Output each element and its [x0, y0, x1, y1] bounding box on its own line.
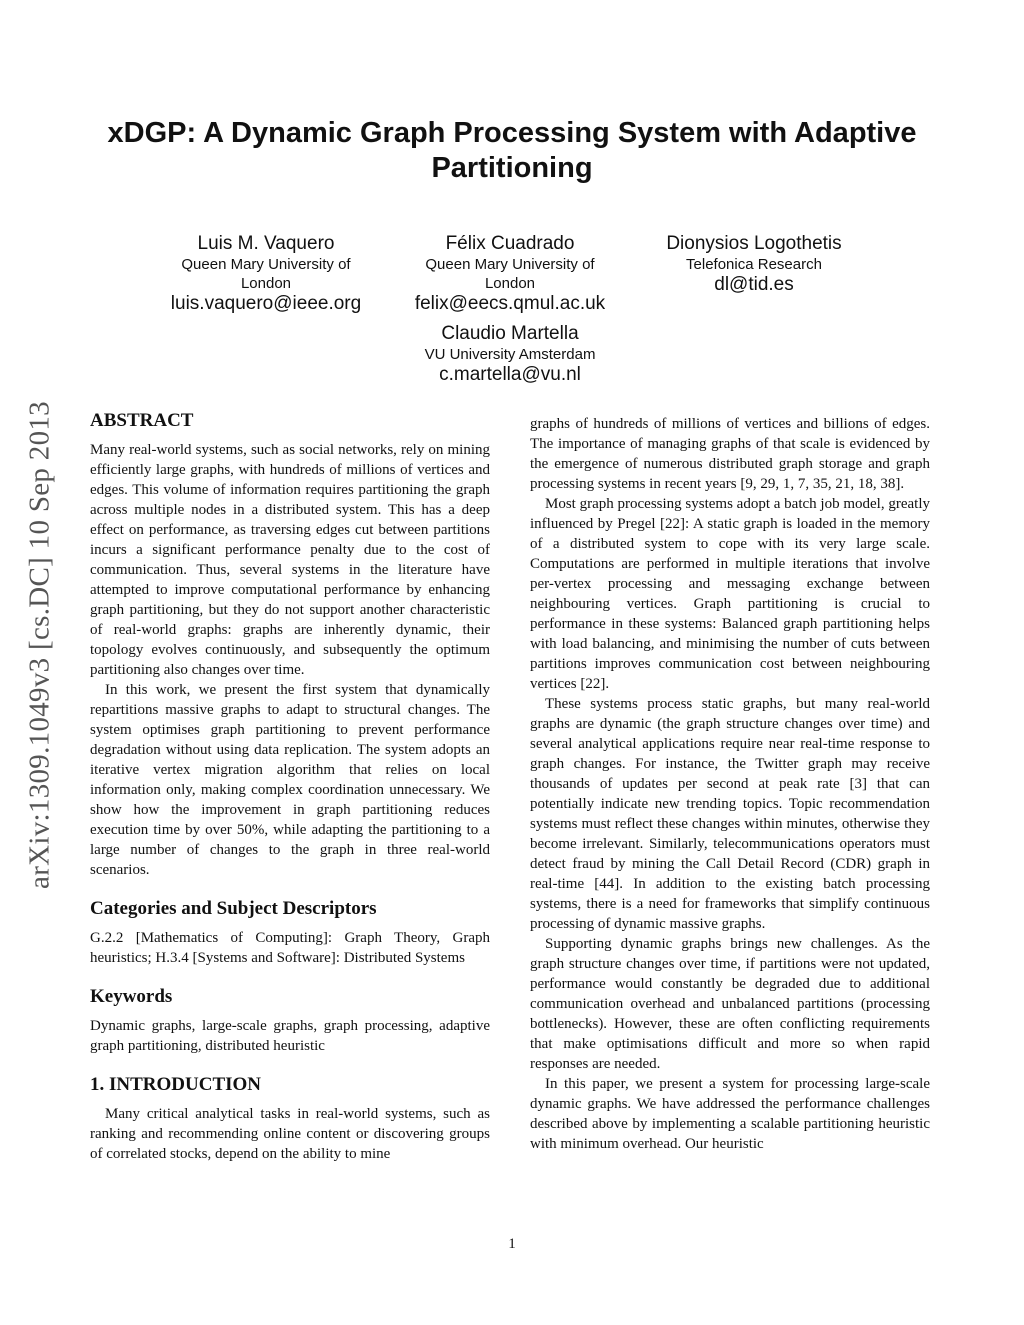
keywords-heading: Keywords [90, 986, 173, 1007]
body-paragraph: graphs of hundreds of millions of vertices and billions of edges. The importance of managing graphs of that scale is evidenced by the emergence of numerous distributed graph storage and graph processing systems in recent years [9, 29, 1, 7, 35, 21, 18, 38]. [530, 416, 930, 492]
body-paragraph: These systems process static graphs, but many real-world graphs are dynamic (the graph structure changes over time) and several analytical applications require near real-time response to graph changes. For instance, the Twitter graph may receive thousands of updates per second at peak rate [3] that can potentially indicate new trending topics. Topic recommendation systems must reflect these changes within minutes, otherwise they become irrelevant. Similarly, telecommunications operators must detect fraud by mining the Call Detail Record (CDR) graph in real-time [44]. In addition to the existing batch processing systems, there is a need for frameworks that simplify continuous processing of dynamic massive graphs. [530, 696, 930, 932]
author-block [404, 323, 616, 386]
body-paragraph: Supporting dynamic graphs brings new challenges. As the graph structure changes over time, if partitions were not updated, performance would constantly be degraded due to additional communication overhead and unbalanced partitions (processing bottlenecks). However, these are often conflicting requirements that make optimisations difficult and more so when rapid responses are needed. [530, 936, 930, 1072]
introduction-heading: 1. INTRODUCTION [90, 1074, 262, 1095]
author-affiliation: Queen Mary University of London [425, 256, 595, 292]
author-affiliation: Telefonica Research [686, 256, 822, 273]
page-number: 1 [508, 1236, 516, 1252]
abstract-paragraph: In this work, we present the first system that dynamically repartitions massive graphs to adapt to structural changes. The system optimises graph partitioning to prevent performance degradation without using data replication. The system adopts an iterative vertex migration algorithm that relies on local information only, making complex coordination unnecessary. We show how the improvement in graph partitioning reduces execution time by over 50%, while adapting the partitioning to a large number of changes to the graph in three real-world scenarios. [90, 682, 490, 878]
right-column [530, 414, 930, 1154]
author-email: dl@tid.es [714, 274, 794, 295]
author-block [160, 233, 372, 315]
categories-text: G.2.2 [Mathematics of Computing]: Graph Theory, Graph heuristics; H.3.4 [Systems and Software]: Distributed Systems [90, 930, 490, 966]
arxiv-identifier: arXiv:1309.1049v3 [cs.DC] 10 Sep 2013 [23, 401, 56, 889]
author-name: Luis M. Vaquero [197, 233, 335, 254]
abstract-paragraph: Many real-world systems, such as social networks, rely on mining efficiently large graphs, with hundreds of millions of vertices and edges. This volume of information requires partitioning the graph across multiple nodes in a distributed system. This has a deep effect on performance, as traversing edges cut between partitions incurs a significant performance penalty due to the cost of communication. Thus, several systems in the literature have attempted to improve computational performance by enhancing graph partitioning, but they do not support another characteristic of real-world graphs: graphs are inherently dynamic, their topology evolves continuously, and subsequently the optimum partitioning also changes over time. [90, 442, 490, 678]
author-name: Claudio Martella [441, 323, 579, 344]
author-affiliation: Queen Mary University of London [181, 256, 351, 292]
abstract-heading: ABSTRACT [90, 410, 194, 431]
author-name: Dionysios Logothetis [666, 233, 842, 254]
left-column [90, 410, 490, 1164]
author-email: felix@eecs.qmul.ac.uk [414, 293, 606, 314]
keywords-text: Dynamic graphs, large-scale graphs, graph processing, adaptive graph partitioning, distributed heuristic [90, 1018, 490, 1054]
author-name: Félix Cuadrado [445, 233, 575, 254]
author-block [404, 233, 616, 315]
author-affiliation: VU University Amsterdam [424, 346, 596, 363]
introduction-paragraph: Many critical analytical tasks in real-world systems, such as ranking and recommending online content or discovering groups of correlated stocks, depend on the ability to mine [90, 1106, 490, 1162]
paper-title: xDGP: A Dynamic Graph Processing System with Adaptive Partitioning [107, 117, 917, 184]
author-block [648, 233, 860, 296]
author-email: c.martella@vu.nl [439, 364, 581, 385]
categories-heading: Categories and Subject Descriptors [90, 898, 377, 919]
author-email: luis.vaquero@ieee.org [170, 293, 362, 314]
body-paragraph: Most graph processing systems adopt a batch job model, greatly influenced by Pregel [22]: A static graph is loaded in the memory of a distributed system to cope with its very large scale. Computations are performed in multiple iterations that involve per-vertex processing and messaging exchange between neighbouring vertices. Graph partitioning is crucial to performance in these systems: Balanced graph partitioning helps with load balancing, and minimising the number of cuts between partitions improves communication cost between neighbouring vertices [22]. [530, 496, 930, 692]
body-paragraph: In this paper, we present a system for processing large-scale dynamic graphs. We have addressed the performance challenges described above by implementing a scalable partitioning heuristic with minimum overhead. Our heuristic [530, 1076, 930, 1152]
